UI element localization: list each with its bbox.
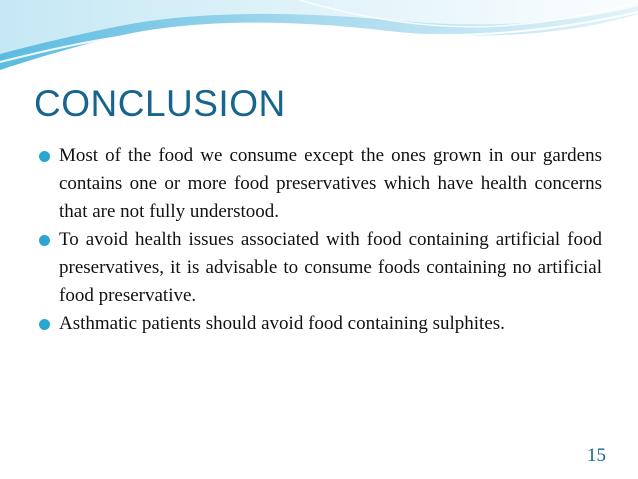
bullet-text: Most of the food we consume except the ones grown in our gardens contains one or more food preservatives which have health concerns that are not fully understood. bbox=[59, 145, 602, 222]
bullet-item bbox=[36, 142, 602, 226]
bullet-dot-icon bbox=[39, 319, 50, 330]
bullet-text: Asthmatic patients should avoid food containing sulphites. bbox=[59, 313, 505, 334]
bullet-item bbox=[36, 310, 602, 338]
bullet-text: To avoid health issues associated with food containing artificial food preservatives, it is advisable to consume foods containing no artificial food preservative. bbox=[59, 229, 602, 306]
page-number: 15 bbox=[587, 445, 606, 466]
bullet-item bbox=[36, 226, 602, 310]
bullet-list bbox=[36, 142, 602, 338]
slide-title: CONCLUSION bbox=[34, 83, 286, 124]
bullet-dot-icon bbox=[39, 235, 50, 246]
header-wave-decoration bbox=[0, 0, 638, 80]
bullet-dot-icon bbox=[39, 151, 50, 162]
